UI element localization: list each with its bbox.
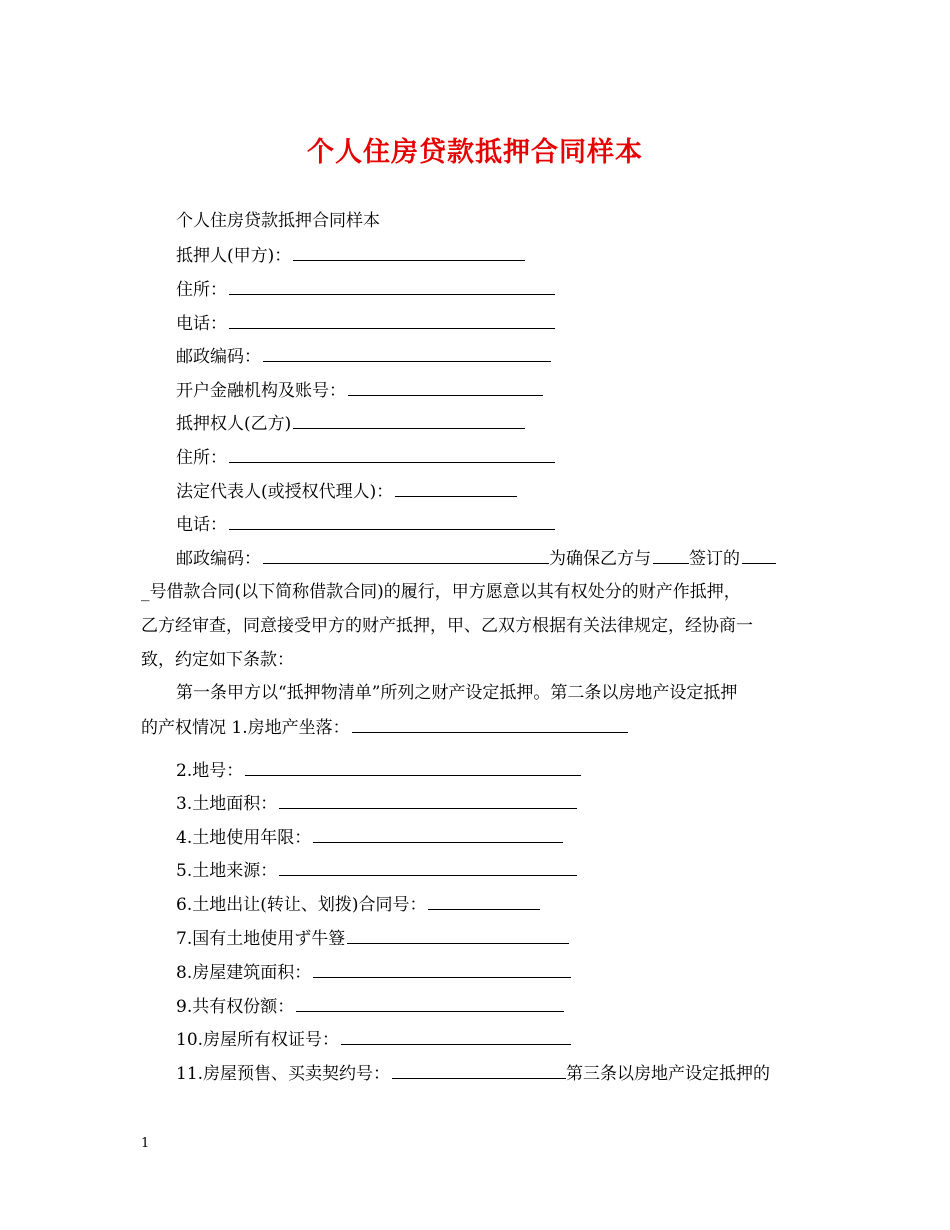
- paragraph-1-line-4: 致，约定如下条款：: [141, 650, 294, 670]
- paragraph-2-line-2: 的产权情况 1.房地产坐落：: [141, 716, 628, 739]
- paragraph-2-line-1: 第一条甲方以“抵押物清单”所列之财产设定抵押。第二条以房地产设定抵押: [176, 683, 738, 703]
- item-building-area: 8.房屋建筑面积：: [176, 961, 571, 984]
- address-line: 住所：: [176, 278, 555, 301]
- mortgagor-line: 抵押人(甲方)：: [176, 244, 525, 267]
- blank-field[interactable]: [653, 547, 689, 564]
- blank-field[interactable]: [313, 826, 563, 843]
- blank-field[interactable]: [263, 345, 551, 362]
- item-land-number: 2.地号：: [176, 759, 581, 782]
- blank-field[interactable]: [742, 547, 776, 564]
- item-ownership-cert: 10.房屋所有权证号：: [176, 1028, 571, 1051]
- blank-field[interactable]: [348, 379, 543, 396]
- blank-field[interactable]: [293, 244, 525, 261]
- document-title: 个人住房贷款抵押合同样本: [307, 137, 643, 168]
- item-land-area: 3.土地面积：: [176, 792, 577, 815]
- legal-rep-line: 法定代表人(或授权代理人)：: [176, 480, 517, 503]
- blank-field[interactable]: [229, 312, 555, 329]
- blank-field[interactable]: [428, 893, 540, 910]
- item-land-contract: 6.土地出让(转让、划拨)合同号：: [176, 893, 540, 916]
- blank-field[interactable]: [245, 759, 581, 776]
- subtitle-line: 个人住房贷款抵押合同样本: [176, 211, 380, 231]
- item-land-source: 5.土地来源：: [176, 859, 577, 882]
- blank-field[interactable]: [293, 412, 525, 429]
- item-shared-share: 9.共有权份额：: [176, 995, 564, 1018]
- blank-field[interactable]: [392, 1062, 566, 1079]
- blank-field[interactable]: [279, 792, 577, 809]
- paragraph-1-line-1: 邮政编码： 为确保乙方与 签订的: [176, 547, 776, 570]
- paragraph-1-line-3: 乙方经审查，同意接受甲方的财产抵押，甲、乙双方根据有关法律规定，经协商一: [141, 616, 753, 636]
- blank-field[interactable]: [296, 995, 564, 1012]
- blank-field[interactable]: [229, 446, 555, 463]
- bank-account-line: 开户金融机构及账号：: [176, 379, 543, 402]
- item-presale-contract: 11.房屋预售、买卖契约号： 第三条以房地产设定抵押的: [176, 1064, 771, 1084]
- blank-field[interactable]: [279, 859, 577, 876]
- blank-field[interactable]: [395, 480, 517, 497]
- blank-field[interactable]: [229, 513, 555, 530]
- blank-field[interactable]: [347, 927, 569, 944]
- item-land-term: 4.土地使用年限：: [176, 826, 563, 849]
- mortgagee-line: 抵押权人(乙方): [176, 412, 525, 435]
- item-land-use-right: 7.国有土地使用ず牛簦: [176, 927, 569, 950]
- postcode-line: 邮政编码：: [176, 345, 551, 368]
- phone-line-2: 电话：: [176, 513, 555, 536]
- blank-field[interactable]: [229, 278, 555, 295]
- address-line-2: 住所：: [176, 446, 555, 469]
- paragraph-1-line-2: _号借款合同(以下简称借款合同)的履行，甲方愿意以其有权处分的财产作抵押，: [141, 582, 741, 602]
- blank-field[interactable]: [313, 961, 571, 978]
- blank-field[interactable]: [341, 1028, 571, 1045]
- phone-line: 电话：: [176, 312, 555, 335]
- page-number: 1: [141, 1136, 150, 1151]
- blank-field[interactable]: [263, 547, 549, 564]
- blank-field[interactable]: [352, 716, 628, 733]
